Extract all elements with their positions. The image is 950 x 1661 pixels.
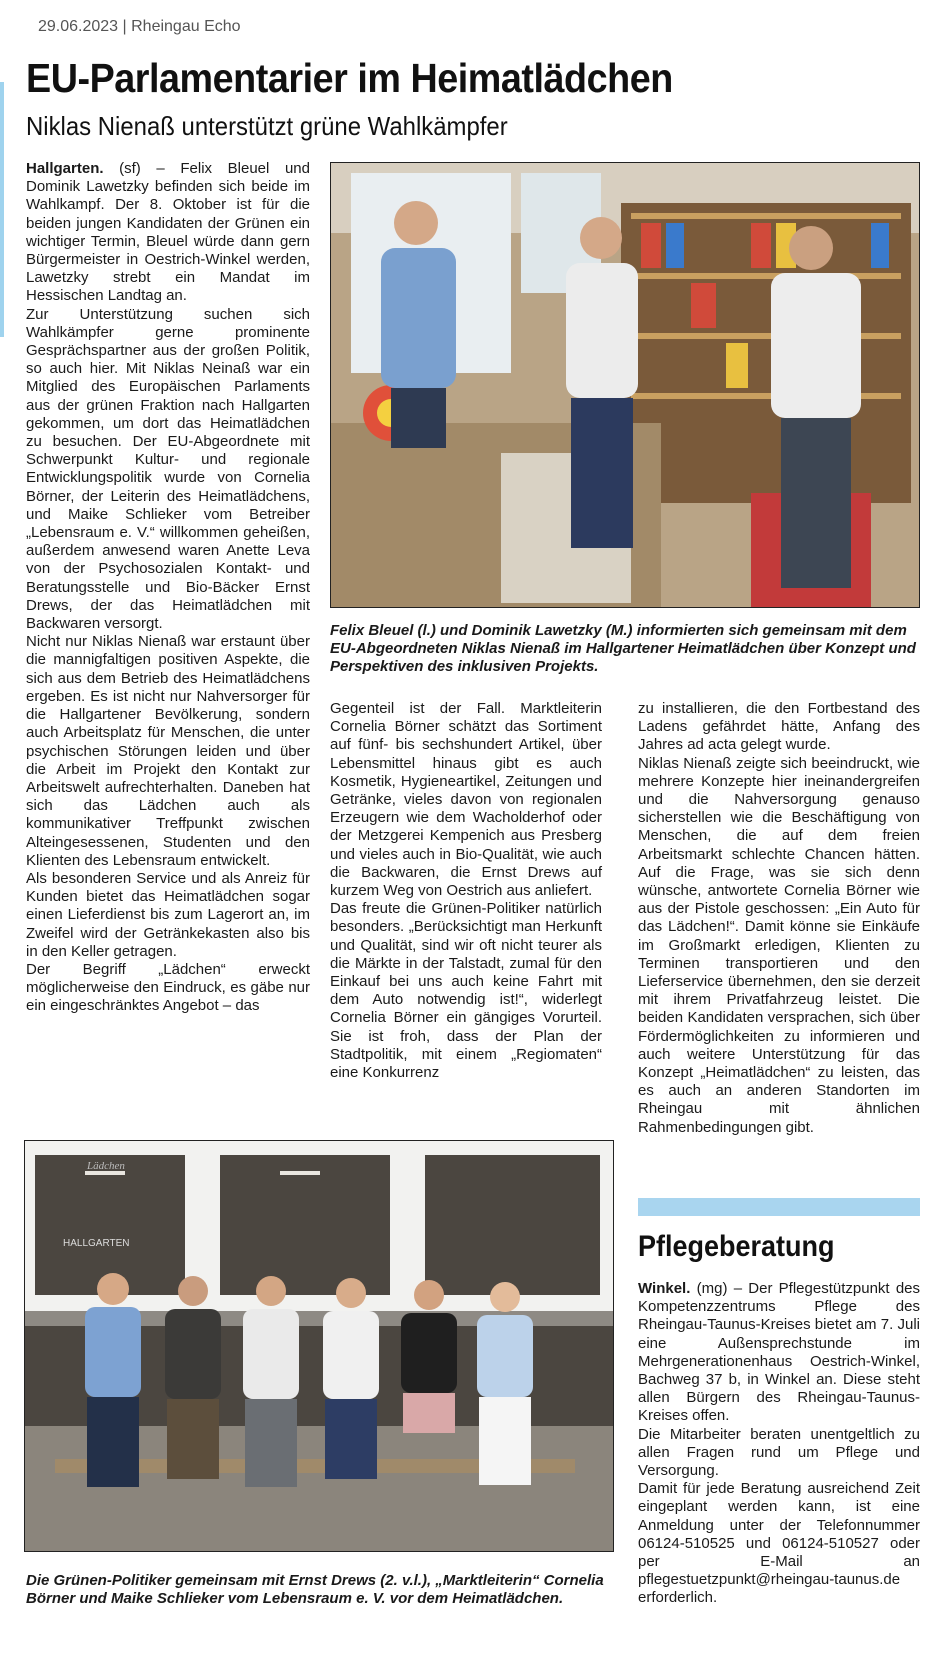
sidebar-column [638, 1280, 920, 1608]
article-paragraph: Zur Unterstützung suchen sich Wahlkämpfer gerne prominente Gesprächspartner aus der großen Politik, so auch hier. Mit Niklas Neinaß war ein Mitglied des Europäischen Parlaments aus der grünen Fraktion nach Hallgarten gekommen, um dort das Heimatlädchen zu besuchen. Der EU-Abgeordnete mit Schwerpunkt Kultur- und regionale Entwicklungspolitik wurde von Cornelia Börner, der Leiterin des Heimatlädchens, und Maike Schlieker vom Betreiber „Lebensraum e. V.“ willkommen geheißen, außerdem anwesend waren Anette Leva von der Psychosozialen Kontakt- und Beratungsstelle und Bio-Bäcker Ernst Drews, der das Heimatlädchen mit Backwaren versorgt. [26, 305, 310, 633]
photo-caption-group: Die Grünen-Politiker gemeinsam mit Ernst Drews (2. v.l.), „Marktleiterin“ Cornelia Börner und Maike Schlieker vom Lebensraum e. V. vor dem Heimatlädchen. [26, 1572, 604, 1607]
dateline: 29.06.2023 | Rheingau Echo [38, 18, 241, 35]
sidebar-headline: Pflegeberatung [638, 1230, 835, 1263]
sidebar-paragraph [638, 1280, 920, 1426]
article-paragraph: Als besonderen Service und als Anreiz für Kunden bietet das Heimatlädchen sogar einen Lieferdienst bis zum Lagerort an, im Zweifel wird der Getränkekasten also bis in den Keller getragen. [26, 869, 310, 960]
shop-interior-photo [330, 162, 920, 608]
photo-caption-interior: Felix Bleuel (l.) und Dominik Lawetzky (M.) informierten sich gemeinsam mit dem EU-Abgeordneten Niklas Nienaß im Hallgartener Heimatlädchen über Konzept und Perspektiven des inklusiven Projekts. [330, 622, 916, 675]
sign-text: HALLGARTEN [63, 1238, 130, 1249]
article-dateline-lead: Hallgarten. [26, 160, 104, 177]
sidebar-paragraph: Die Mitarbeiter beraten unentgeltlich zu allen Fragen rund um Pflege und Versorgung. [638, 1425, 920, 1480]
sidebar-accent-bar [638, 1198, 920, 1216]
paragraph-text: (sf) – Felix Bleuel und Dominik Lawetzky befinden sich beide im Wahlkampf. Der 8. Oktober ist für die beiden jungen Kandidaten der Grünen ein wichtiger Termin, Bleuel würde dann gern Bürgermeister in Oestrich-Winkel werden, Lawetzky strebt ein Mandat im Hessischen Landtag an. [26, 160, 310, 305]
accent-bar [0, 82, 4, 337]
article-paragraph [26, 160, 310, 306]
shop-interior-illustration [331, 163, 919, 607]
article-headline: EU-Parlamentarier im Heimatlädchen [26, 55, 673, 101]
article-paragraph: Nicht nur Niklas Nienaß war erstaunt über die mannigfaltigen positiven Aspekte, die sich aus dem Betrieb des Heimatlädchens ergeben. Es ist nicht nur Nahversorger für die Hallgartener Bevölkerung, sondern auch Arbeitsplatz für Menschen, die unter psychischen Störungen leiden und über die Arbeit im Projekt den Kontakt zur Arbeitswelt aufrechterhalten. Daneben hat sich das Lädchen auch als kommunikativer Treffpunkt zwischen Alteingesessenen, Studenten und den Klienten des Lebensraum entwickelt. [26, 633, 310, 869]
article-column-3 [638, 700, 920, 1137]
sign-text-small: Lädchen [87, 1160, 125, 1172]
group-outside-photo [24, 1140, 614, 1552]
article-column-2 [330, 700, 602, 1082]
article-paragraph: Gegenteil ist der Fall. Marktleiterin Cornelia Börner schätzt das Sortiment auf fünf- bis sechshundert Artikel, über Lebensmittel hinaus gibt es auch Kosmetik, Hygieneartikel, Zeitungen und Getränke, vieles davon von regionalen Erzeugern wie dem Wacholderhof oder der Metzgerei Kempenich aus Presberg und vieles auch in Bio-Qualität, wie auch die Backwaren, die Ernst Drews auf kurzem Weg von Oestrich aus anliefert. [330, 700, 602, 900]
group-outside-illustration [25, 1141, 613, 1551]
sidebar-dateline-lead: Winkel. [638, 1280, 691, 1297]
article-column-1 [26, 160, 310, 1016]
article-paragraph: Der Begriff „Lädchen“ erweckt möglicherweise den Eindruck, es gäbe nur ein eingeschränktes Angebot – das [26, 960, 310, 1015]
sidebar-paragraph: Damit für jede Beratung ausreichend Zeit eingeplant werden kann, ist eine Anmeldung unter der Telefonnummer 06124-510525 und 06124-510527 oder per E-Mail an pflegestuetzpunkt@rheingau-taunus.de erforderlich. [638, 1480, 920, 1607]
article-paragraph: zu installieren, die den Fortbestand des Ladens gefährdet hätte, Anfang des Jahres ad acta gelegt wurde. [638, 700, 920, 754]
article-paragraph: Niklas Nienaß zeigte sich beeindruckt, wie mehrere Konzepte hier ineinandergreifen und die Nahversorgung genauso sicherstellen wie die Beschäftigung von Menschen, die auf dem freien Arbeitsmarkt schlechte Chancen hätten. Auf die Frage, was sie sich denn wünsche, antwortete Cornelia Börner wie aus der Pistole geschossen: „Ein Auto für das Lädchen!“. Damit könne sie Einkäufe im Großmarkt erledigen, Klienten zu Terminen transportieren und den Lieferservice übernehmen, den sie derzeit mit ihrem Privatfahrzeug leistet. Die beiden Kandidaten versprachen, sich über Fördermöglichkeiten zu informieren und auch weitere Unterstützung für das Konzept „Heimatlädchen“ zu leisten, das es auch an anderen Standorten im Rheingau mit ähnlichen Rahmenbedingungen gibt. [638, 754, 920, 1136]
article-subheadline: Niklas Nienaß unterstützt grüne Wahlkämpfer [26, 111, 508, 141]
paragraph-text: (mg) – Der Pflegestützpunkt des Kompetenzzentrums Pflege des Rheingau-Taunus-Kreises bietet am 7. Juli eine Außensprechstunde im Mehrgenerationenhaus Oestrich-Winkel, Bachweg 37 b, in Winkel an. Diese steht allen Bürgern des Rheingau-Taunus-Kreises offen. [638, 1280, 920, 1425]
article-paragraph: Das freute die Grünen-Politiker natürlich besonders. „Berücksichtigt man Herkunft und Qualität, sind wir oft nicht teurer als die Märkte in der Talstadt, zumal für den Einkauf bei uns auch keine Fahrt mit dem Auto notwendig ist!“, widerlegt Cornelia Börner ein gängiges Vorurteil. Sie ist froh, dass der Plan der Stadtpolitik, mit einem „Regiomaten“ eine Konkurrenz [330, 900, 602, 1082]
